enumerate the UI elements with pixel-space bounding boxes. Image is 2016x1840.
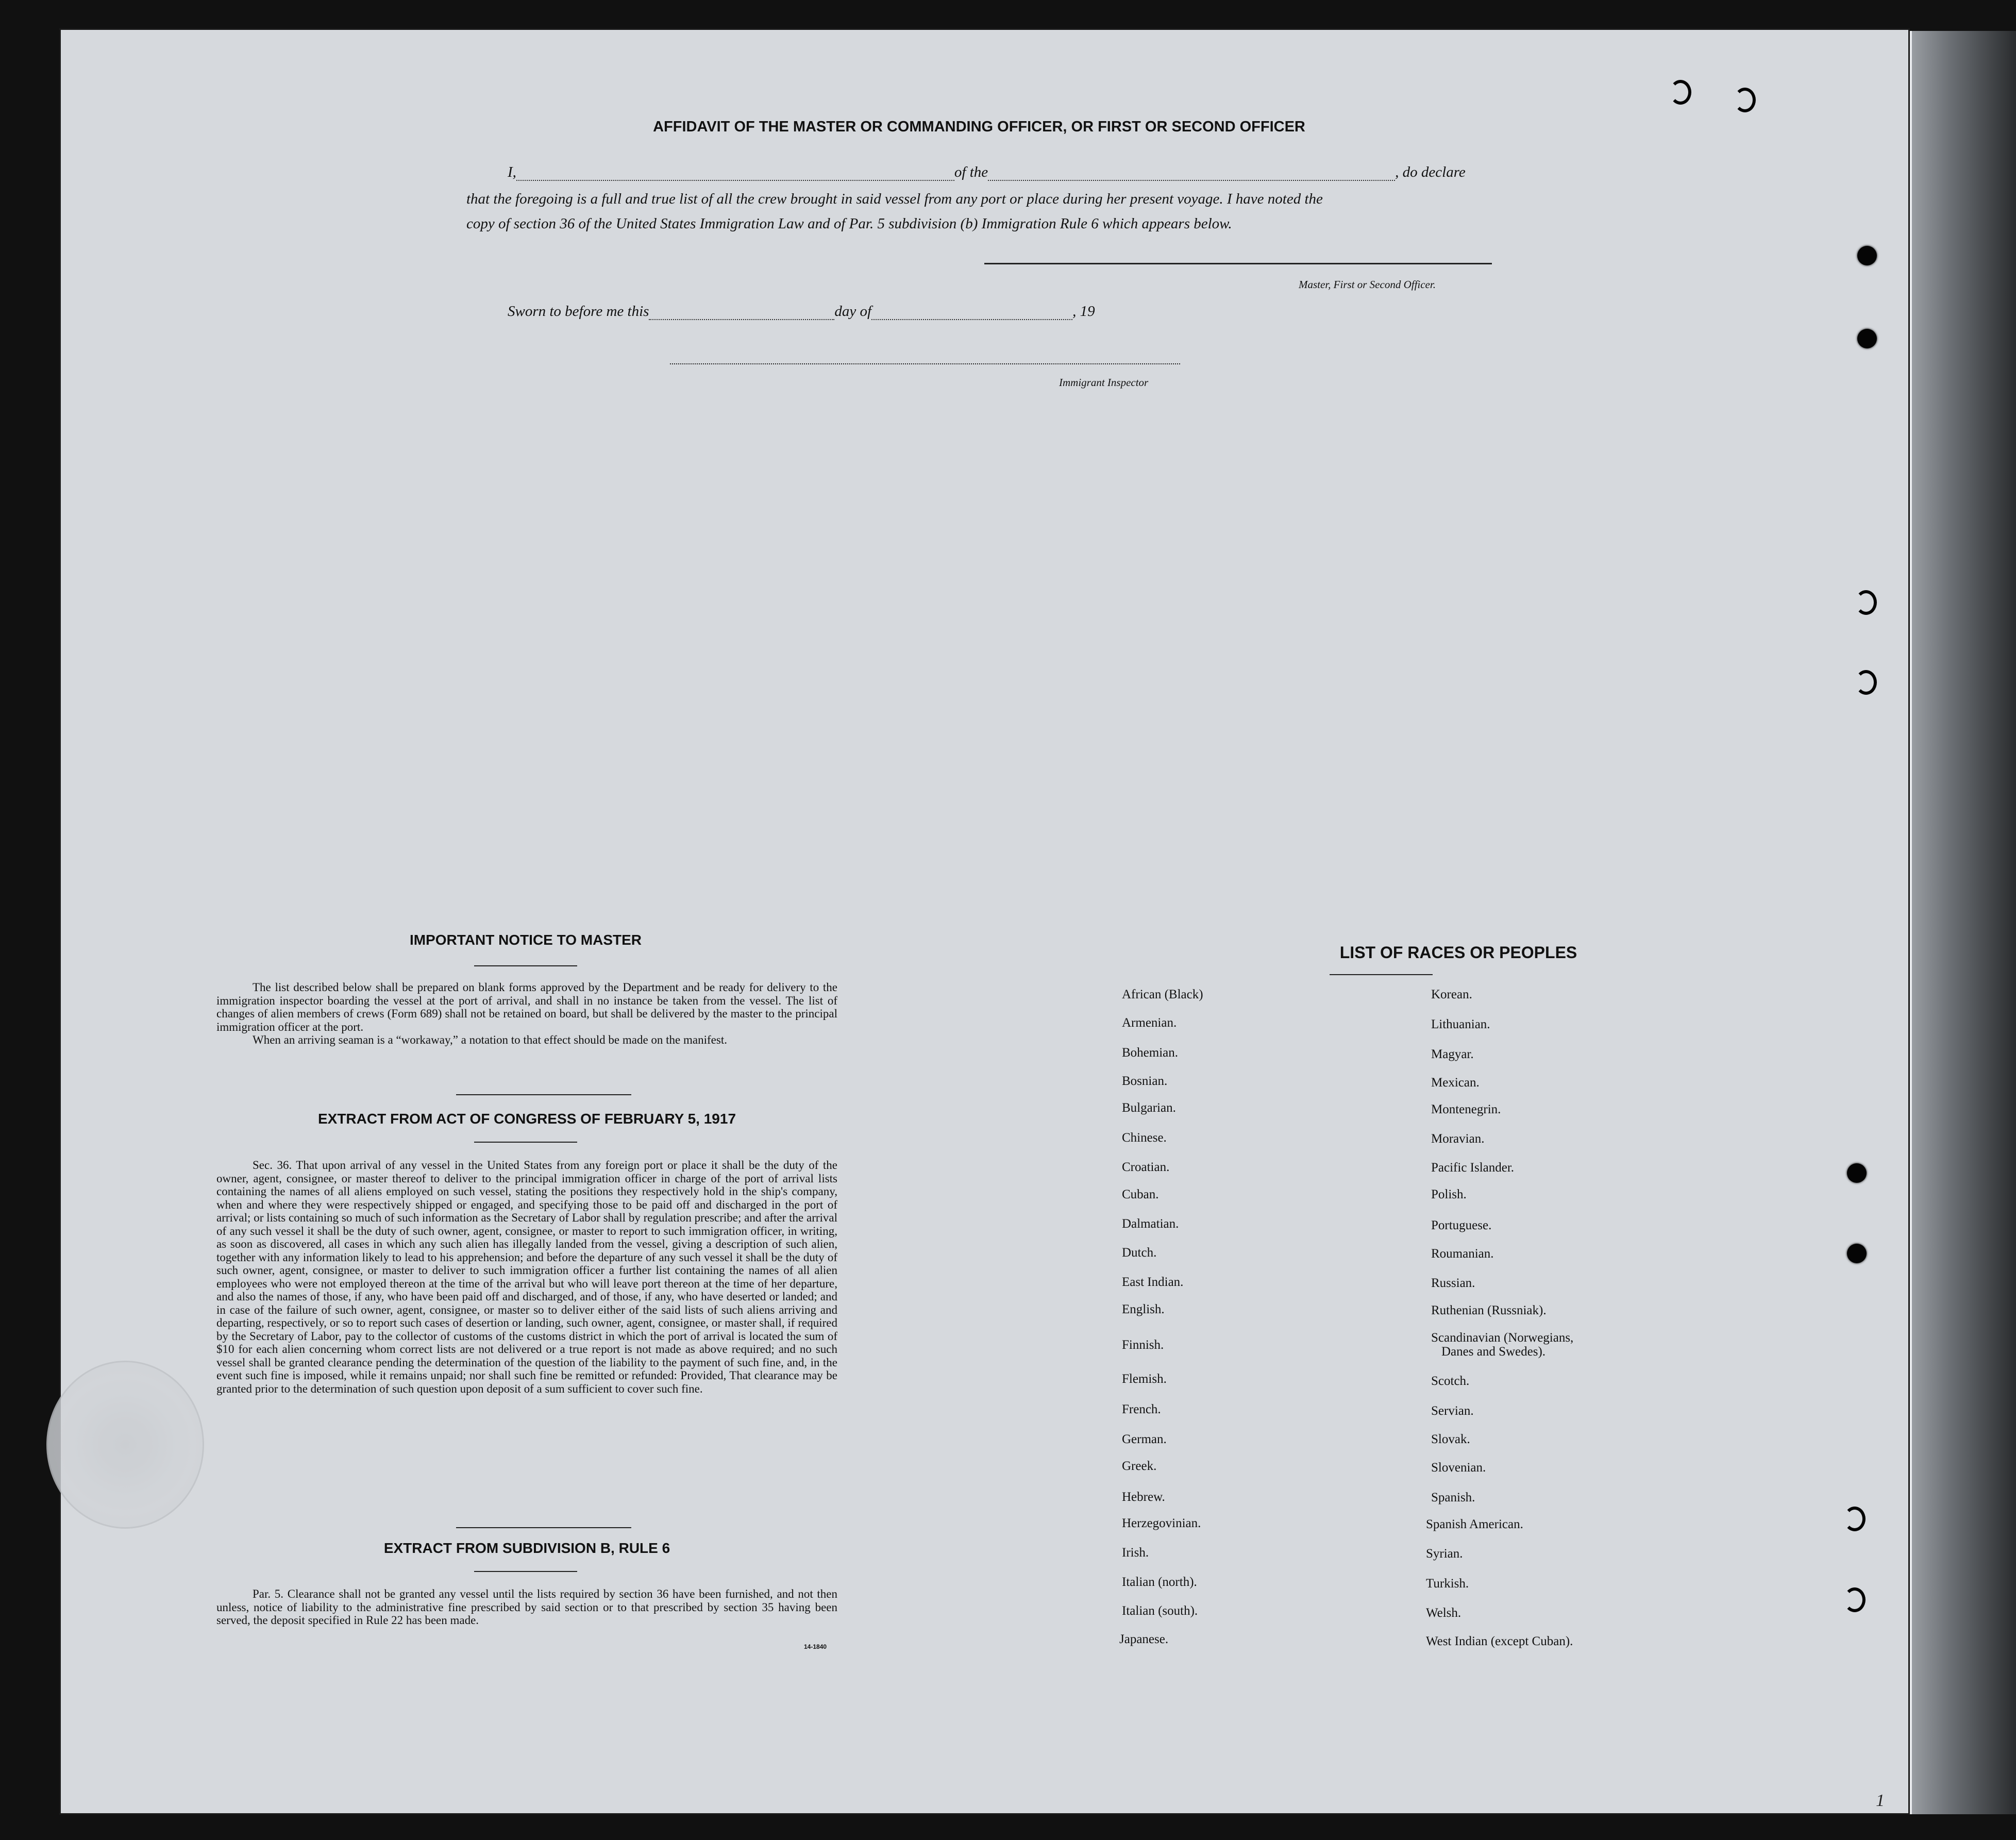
race-item: Italian (north). <box>1122 1575 1197 1589</box>
race-item: Korean. <box>1431 988 1472 1001</box>
race-item: Scandinavian (Norwegians, <box>1431 1331 1574 1345</box>
vessel-blank[interactable] <box>988 165 1395 181</box>
race-item: Spanish American. <box>1426 1517 1523 1531</box>
notice-paragraph-2: When an arriving seaman is a “workaway,” a notation to that effect should be made on the manifest. <box>253 1033 727 1046</box>
embossed-seal <box>46 1361 204 1529</box>
race-item: Mexican. <box>1431 1076 1480 1090</box>
race-item: Finnish. <box>1122 1338 1164 1352</box>
race-item: Russian. <box>1431 1276 1475 1290</box>
punch-hole <box>1844 1507 1866 1531</box>
punch-hole <box>1670 80 1691 105</box>
notice-title: IMPORTANT NOTICE TO MASTER <box>409 932 642 948</box>
race-item: Armenian. <box>1122 1016 1177 1030</box>
notice-paragraph-1: The list described below shall be prepared on blank forms approved by the Department and be ready for delivery to the immigration inspector boarding the vessel at the port of arrival, and shall in no instance be taken from the vessel. The list of changes of alien members of crews (Form 689) shall not be retained on board, but shall be delivered by the master to the principal immigration officer at the port. <box>216 981 837 1033</box>
race-item: East Indian. <box>1122 1275 1184 1289</box>
race-item: Slovak. <box>1431 1432 1470 1446</box>
punch-hole <box>1855 670 1877 695</box>
extract-rule-rule <box>474 1571 577 1572</box>
race-item: Spanish. <box>1431 1491 1475 1504</box>
extract-act-text <box>216 1159 837 1395</box>
race-item: Ruthenian (Russniak). <box>1431 1303 1547 1317</box>
race-item: Montenegrin. <box>1431 1102 1501 1116</box>
notice-text <box>216 981 837 1047</box>
race-item: English. <box>1122 1302 1165 1316</box>
race-item: Welsh. <box>1426 1606 1461 1620</box>
punch-hole <box>1857 246 1877 265</box>
race-item: Syrian. <box>1426 1547 1463 1561</box>
name-blank[interactable] <box>516 165 954 181</box>
punch-hole <box>1734 88 1756 112</box>
race-item: West Indian (except Cuban). <box>1426 1634 1573 1648</box>
races-title: LIST OF RACES OR PEOPLES <box>1339 943 1577 962</box>
race-item: Bosnian. <box>1122 1074 1168 1088</box>
binding-strip <box>1907 31 2016 1814</box>
race-item: Flemish. <box>1122 1372 1167 1386</box>
race-item: Portuguese. <box>1431 1218 1492 1232</box>
master-signature-caption: Master, First or Second Officer. <box>1299 278 1436 291</box>
of-the-label: of the <box>954 164 988 180</box>
race-item: Servian. <box>1431 1404 1474 1418</box>
race-item: Lithuanian. <box>1431 1017 1490 1031</box>
punch-hole <box>1857 329 1877 348</box>
race-item: Bohemian. <box>1122 1046 1179 1060</box>
race-item: French. <box>1122 1402 1161 1416</box>
inspector-signature-line[interactable] <box>670 363 1180 364</box>
punch-hole <box>1847 1244 1867 1263</box>
race-item: Turkish. <box>1426 1577 1469 1591</box>
section-rule-2 <box>456 1527 631 1528</box>
races-rule <box>1330 974 1433 975</box>
handwritten-mark: 1 <box>1876 1791 1885 1810</box>
form-number: 14-1840 <box>804 1643 827 1650</box>
race-item-cont: Danes and Swedes). <box>1441 1345 1546 1359</box>
section-36-paragraph: Sec. 36. That upon arrival of any vessel in the United States from any foreign port or place it shall be the duty of the owner, agent, consignee, or master thereof to deliver to the principal immigration officer in charge of the port of arrival lists containing the names of all aliens employed on such vessel, stating the positions they respectively hold in the ship's company, when and where they were respectively shipped or engaged, and specifying those to be paid off and discharged in the port of arrival; or lists containing so much of such information as the Secretary of Labor shall by regulation prescribe; and after the arrival of any such vessel it shall be the duty of such owner, agent, consignee, or master to report to such immigration officer, in writing, as soon as discovered, all cases in which any such alien has illegally landed from the vessel, giving a description of such alien, together with any information likely to lead to his apprehension; and before the departure of any such vessel it shall be the duty of such owner, agent, consignee, or master to deliver to such immigration officer a further list containing the names of all alien employees who were not employed thereon at the time of the arrival but who will leave port thereon at the time of her departure, and also the names of those, if any, who have been paid off and discharged, and of those, if any, who have deserted or landed; and in case of the failure of such owner, agent, consignee, or master so to deliver either of the said lists of such aliens arriving and departing, respectively, or so to report such cases of desertion or landing, such owner, agent, consignee, or master shall, if required by the Secretary of Labor, pay to the collector of customs of the customs district in which the port of arrival is located the sum of $10 for each alien concerning whom correct lists are not delivered or a true report is not made as above required; and no such vessel shall be granted clearance pending the determination of the question of the liability to the payment of such fine, and, in the event such fine is imposed, while it remains unpaid; nor shall such fine be remitted or refunded: Provided, That clearance may be granted prior to the determination of such question upon deposit of a sum sufficient to cover such fine. <box>216 1159 837 1395</box>
race-item: Dutch. <box>1122 1246 1157 1260</box>
affidavit-title: AFFIDAVIT OF THE MASTER OR COMMANDING OFFICER, OR FIRST OR SECOND OFFICER <box>653 119 1305 135</box>
extract-rule-title: EXTRACT FROM SUBDIVISION B, RULE 6 <box>383 1540 670 1556</box>
extract-act-title: EXTRACT FROM ACT OF CONGRESS OF FEBRUARY 5, 1917 <box>317 1111 736 1127</box>
race-item: Dalmatian. <box>1122 1217 1179 1231</box>
affidavit-line-2: that the foregoing is a full and true list of all the crew brought in said vessel from any port or place during her present voyage. I have noted the <box>466 191 1323 207</box>
race-item: Roumanian. <box>1431 1247 1494 1261</box>
race-item: German. <box>1122 1432 1167 1446</box>
extract-rule-text <box>216 1587 837 1627</box>
race-item: Italian (south). <box>1122 1604 1198 1618</box>
day-of-label: day of <box>834 303 872 320</box>
section-rule <box>456 1094 631 1095</box>
i-label: I, <box>508 164 516 180</box>
race-item: African (Black) <box>1122 988 1203 1001</box>
notice-rule <box>474 965 577 966</box>
race-item: Bulgarian. <box>1122 1101 1176 1115</box>
race-item: Slovenian. <box>1431 1461 1486 1475</box>
year-prefix: , 19 <box>1072 303 1095 320</box>
race-item: Scotch. <box>1431 1374 1470 1388</box>
race-item: Irish. <box>1122 1546 1149 1560</box>
race-item: Japanese. <box>1119 1632 1169 1646</box>
race-item: Cuban. <box>1122 1187 1159 1201</box>
race-item: Hebrew. <box>1122 1490 1165 1504</box>
race-item: Chinese. <box>1122 1131 1167 1145</box>
sworn-line <box>508 303 1095 320</box>
punch-hole <box>1855 590 1877 615</box>
master-signature-line[interactable] <box>984 263 1492 264</box>
sworn-day-blank[interactable] <box>649 305 834 320</box>
race-item: Croatian. <box>1122 1160 1170 1174</box>
punch-hole <box>1847 1163 1867 1183</box>
extract-act-rule <box>474 1142 577 1143</box>
rule-6-paragraph: Par. 5. Clearance shall not be granted any vessel until the lists required by section 36 have been furnished, and not then unless, notice of liability to the administrative fine prescribed by said section or to that prescribed by section 35 having been served, the deposit specified in Rule 22 has been made. <box>216 1587 837 1627</box>
inspector-caption: Immigrant Inspector <box>1059 376 1149 389</box>
affidavit-line-3: copy of section 36 of the United States Immigration Law and of Par. 5 subdivision (b) Immigration Rule 6 which appears below. <box>466 215 1232 232</box>
race-item: Polish. <box>1431 1187 1467 1201</box>
race-item: Pacific Islander. <box>1431 1161 1515 1175</box>
affidavit-declaration-line <box>508 164 1466 181</box>
sworn-month-blank[interactable] <box>871 305 1072 320</box>
race-item: Magyar. <box>1431 1047 1474 1061</box>
declare-label: , do declare <box>1395 164 1466 180</box>
race-item: Moravian. <box>1431 1132 1485 1146</box>
sworn-label: Sworn to before me this <box>508 303 649 320</box>
punch-hole <box>1844 1587 1866 1612</box>
race-item: Herzegovinian. <box>1122 1516 1201 1530</box>
race-item: Greek. <box>1122 1459 1157 1473</box>
